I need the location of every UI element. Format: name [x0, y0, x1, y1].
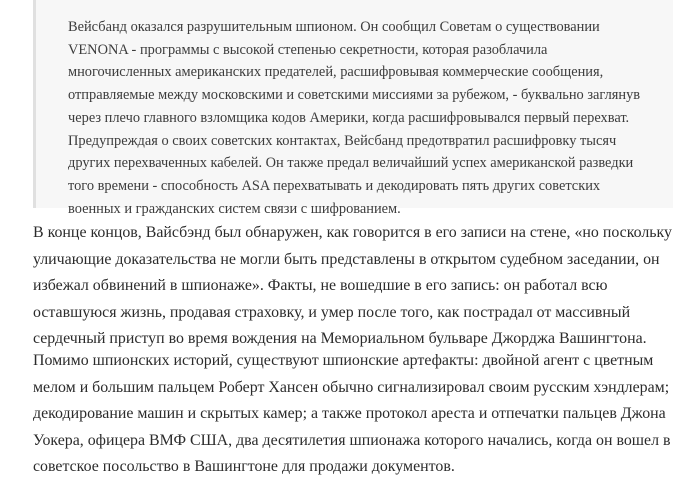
blockquote	[33, 0, 673, 217]
blockquote-text: Вейсбанд оказался разрушительным шпионом. Он сообщил Советам о существовании VENONA - программы с высокой степенью секретности, которая разоблачила многочисленных американских предателей, расшифровывая коммерческие сообщения, отправляемые между московскими и советскими миссиями за рубежом, - буквально заглянув через плечо главного взломщика кодов Америки, когда расшифровывался первый перехват. Предупреждая о своих советских контактах, Вейсбанд предотвратил расшифровку тысяч других перехваченных кабелей. Он также предал величайший успех американской разведки того времени - способность ASA перехватывать и декодировать пять других советских военных и гражданских систем связи с шифрованием.	[68, 19, 641, 217]
paragraph: Помимо шпионских историй, существуют шпионские артефакты: двойной агент с цветным мелом и большим пальцем Роберт Хансен обычно сигнализировал своим русским хэндлерам; декодирование машин и скрытых камер; а также протокол ареста и отпечатки пальцев Джона Уокера, офицера ВМФ США, два десятилетия шпионажа которого начались, когда он вошел в советское посольство в Вашингтоне для продажи документов.	[33, 352, 671, 476]
paragraph: В конце концов, Вайсбэнд был обнаружен, как говорится в его записи на стене, «но поскольку уличающие доказательства не могли быть представлены в открытом судебном заседании, он избежал обвинений в шпионаже». Факты, не вошедшие в его запись: он работал всю оставшуюся жизнь, продавая страховку, и умер после того, как пострадал от массивный сердечный приступ во время вождения на Мемориальном бульваре Джорджа Вашингтона.	[33, 224, 672, 348]
